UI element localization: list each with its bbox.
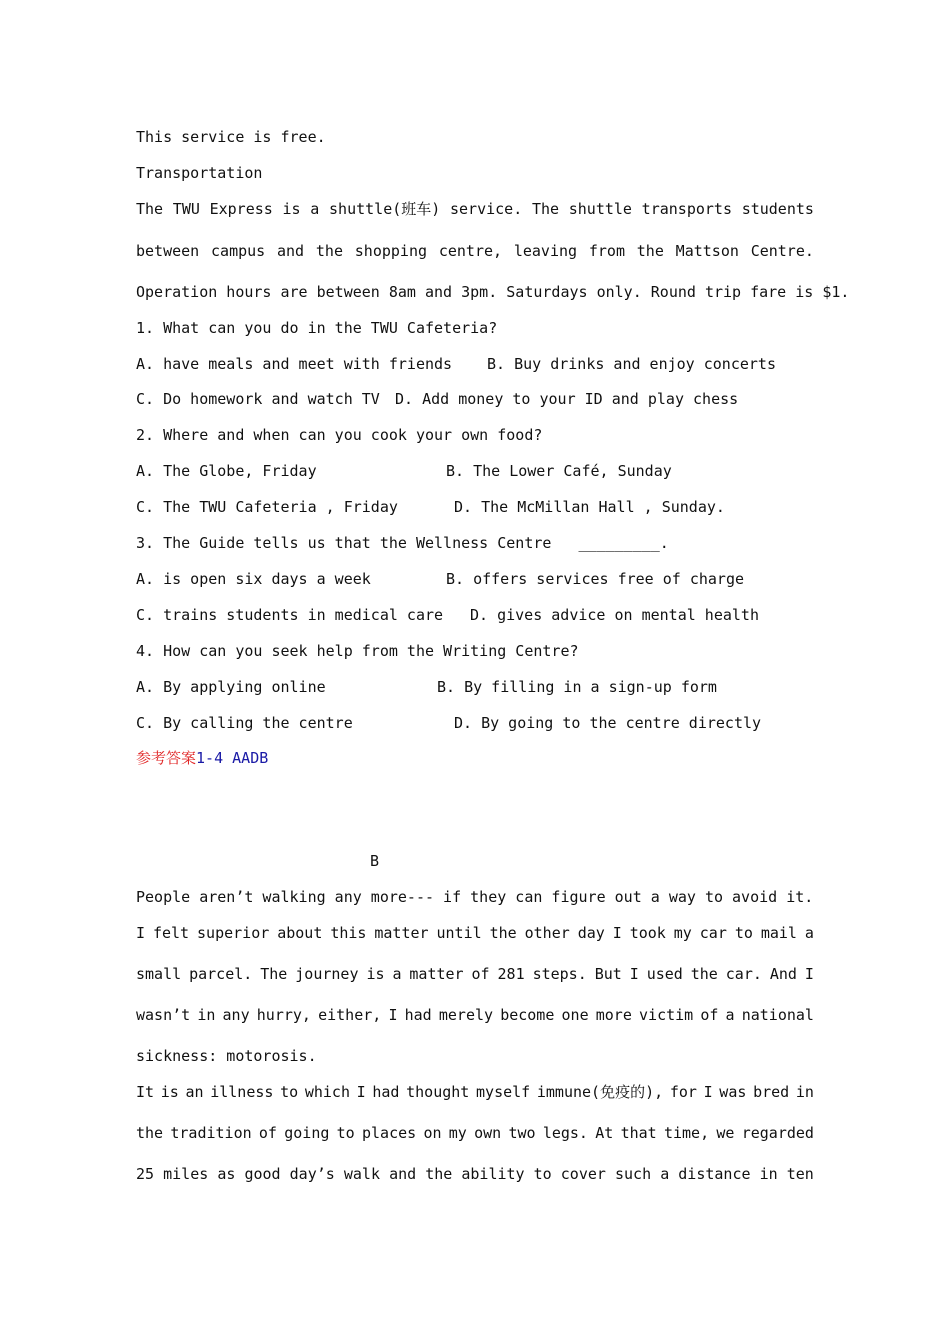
section-b-heading: B	[370, 852, 380, 870]
passage-b-line-7	[136, 1126, 814, 1141]
service-free-line: This service is free.	[136, 128, 326, 146]
word: a	[392, 965, 402, 983]
word: to	[280, 1083, 299, 1101]
word: centre,	[438, 242, 503, 260]
word: in	[197, 1006, 216, 1024]
word: superior	[197, 924, 270, 942]
word: steps.	[532, 965, 587, 983]
word: between	[136, 242, 200, 260]
word: shuttle(班车)	[329, 200, 441, 218]
word: shopping	[354, 242, 428, 260]
word: The	[531, 200, 560, 218]
word: I	[356, 1083, 366, 1101]
question-4-option-a: A. By applying online	[136, 678, 326, 696]
word: shuttle	[568, 200, 632, 218]
question-1-option-a: A. have meals and meet with friends	[136, 355, 453, 373]
word: took	[629, 924, 666, 942]
word: immune(免疫的),	[536, 1083, 664, 1101]
word: own	[474, 1124, 502, 1142]
transportation-heading: Transportation	[136, 164, 263, 182]
word: day	[577, 924, 605, 942]
word: It	[136, 1083, 155, 1101]
word: small	[136, 965, 182, 983]
word: and	[389, 1165, 417, 1183]
word: The	[136, 200, 164, 218]
word: for	[669, 1083, 697, 1101]
word: But	[594, 965, 622, 983]
answer-key-value: 1-4 AADB	[196, 749, 269, 767]
word: we	[716, 1124, 735, 1142]
question-2-option-d: D. The McMillan Hall , Sunday.	[454, 498, 725, 516]
word: the	[690, 965, 718, 983]
word: two	[508, 1124, 536, 1142]
word: illness	[210, 1083, 274, 1101]
question-3-option-b: B. offers services free of charge	[446, 570, 745, 588]
question-3-option-c: C. trains students in medical care	[136, 606, 444, 624]
word: that	[620, 1124, 657, 1142]
word: students	[741, 200, 814, 218]
word: ten	[786, 1165, 814, 1183]
transport-para-line-1	[136, 202, 814, 217]
word: The	[260, 965, 288, 983]
word: a	[660, 1165, 670, 1183]
word: And	[769, 965, 797, 983]
word: Centre.	[750, 242, 814, 260]
word: used	[646, 965, 683, 983]
word: in	[759, 1165, 778, 1183]
word: 281	[497, 965, 525, 983]
passage-b-line-8	[136, 1167, 814, 1182]
word: day’s	[289, 1165, 335, 1183]
word: the	[489, 924, 517, 942]
word: which	[304, 1083, 350, 1101]
word: transports	[641, 200, 732, 218]
word: is	[282, 200, 301, 218]
word: from	[588, 242, 625, 260]
word: mail	[760, 924, 797, 942]
passage-b-line-2	[136, 926, 814, 941]
answer-key-label: 参考答案	[136, 749, 197, 767]
word: one	[561, 1006, 589, 1024]
passage-b-line-1: People aren’t walking any more--- if they can figure out a way to avoid it.	[136, 888, 814, 906]
word: to	[533, 1165, 552, 1183]
word: and	[277, 242, 305, 260]
word: other	[524, 924, 570, 942]
word: service.	[450, 200, 523, 218]
answer-key	[136, 751, 268, 766]
word: car.	[725, 965, 762, 983]
word: such	[615, 1165, 652, 1183]
word: parcel.	[189, 965, 253, 983]
word: TWU	[172, 200, 200, 218]
word: until	[436, 924, 482, 942]
word: At	[595, 1124, 614, 1142]
word: good	[244, 1165, 281, 1183]
question-1-option-c: C. Do homework and watch TV	[136, 390, 380, 408]
word: Express	[209, 200, 273, 218]
question-3-option-a: A. is open six days a week	[136, 570, 371, 588]
question-3-option-d: D. gives advice on mental health	[470, 606, 759, 624]
word: merely	[438, 1006, 494, 1024]
word: of	[471, 965, 490, 983]
word: I	[388, 1006, 398, 1024]
passage-b-line-3	[136, 967, 814, 982]
question-2-stem: 2. Where and when can you cook your own food?	[136, 426, 543, 444]
question-3-stem: 3. The Guide tells us that the Wellness Centre _________.	[136, 534, 669, 552]
question-4-option-c: C. By calling the centre	[136, 714, 353, 732]
word: time,	[663, 1124, 710, 1142]
word: places	[361, 1124, 417, 1142]
word: is	[366, 965, 385, 983]
word: this	[330, 924, 367, 942]
word: is	[160, 1083, 179, 1101]
word: I	[703, 1083, 713, 1101]
word: of	[258, 1124, 277, 1142]
word: journey	[295, 965, 359, 983]
word: bred	[753, 1083, 790, 1101]
word: myself	[476, 1083, 531, 1101]
word: the	[425, 1165, 453, 1183]
passage-b-line-6	[136, 1085, 814, 1100]
word: an	[185, 1083, 204, 1101]
word: thought	[406, 1083, 470, 1101]
word: had	[372, 1083, 400, 1101]
transport-para-line-3: Operation hours are between 8am and 3pm. Saturdays only. Round trip fare is $1.	[136, 283, 850, 301]
word: my	[673, 924, 692, 942]
word: the	[636, 242, 664, 260]
word: had	[404, 1006, 432, 1024]
word: either,	[318, 1006, 382, 1024]
word: the	[315, 242, 343, 260]
word: the	[136, 1124, 164, 1142]
question-1-stem: 1. What can you do in the TWU Cafeteria?	[136, 319, 498, 337]
question-1-option-d: D. Add money to your ID and play chess	[395, 390, 739, 408]
word: regarded	[741, 1124, 814, 1142]
question-4-stem: 4. How can you seek help from the Writing Centre?	[136, 642, 579, 660]
word: leaving	[513, 242, 578, 260]
word: in	[795, 1083, 814, 1101]
word: more	[595, 1006, 632, 1024]
word: ability	[461, 1165, 525, 1183]
word: I	[804, 965, 814, 983]
word: tradition	[170, 1124, 252, 1142]
word: a	[310, 200, 320, 218]
word: on	[423, 1124, 442, 1142]
word: was	[719, 1083, 747, 1101]
word: victim	[639, 1006, 694, 1024]
word: hurry,	[256, 1006, 311, 1024]
word: to	[734, 924, 753, 942]
word: national	[741, 1006, 814, 1024]
question-4-option-b: B. By filling in a sign-up form	[437, 678, 717, 696]
word: Mattson	[675, 242, 739, 260]
word: felt	[152, 924, 190, 942]
question-2-option-b: B. The Lower Café, Sunday	[446, 462, 672, 480]
word: about	[277, 924, 323, 942]
word: car	[699, 924, 727, 942]
question-2-option-a: A. The Globe, Friday	[136, 462, 317, 480]
word: a	[804, 924, 814, 942]
word: 25	[136, 1165, 155, 1183]
question-2-option-c: C. The TWU Cafeteria , Friday	[136, 498, 398, 516]
word: going	[284, 1124, 330, 1142]
transport-para-line-2	[136, 244, 814, 259]
word: a	[725, 1006, 735, 1024]
question-1-option-b: B. Buy drinks and enjoy concerts	[487, 355, 776, 373]
word: I	[612, 924, 622, 942]
word: become	[500, 1006, 555, 1024]
word: miles	[163, 1165, 209, 1183]
word: my	[448, 1124, 467, 1142]
word: campus	[211, 242, 266, 260]
word: matter	[374, 924, 429, 942]
word: of	[700, 1006, 719, 1024]
word: I	[136, 924, 146, 942]
word: any	[222, 1006, 250, 1024]
word: wasn’t	[136, 1006, 191, 1024]
word: walk	[343, 1165, 380, 1183]
word: as	[217, 1165, 236, 1183]
word: I	[629, 965, 639, 983]
word: to	[336, 1124, 355, 1142]
word: matter	[409, 965, 464, 983]
word: distance	[678, 1165, 751, 1183]
passage-b-line-4	[136, 1008, 814, 1023]
word: legs.	[542, 1124, 588, 1142]
question-4-option-d: D. By going to the centre directly	[454, 714, 762, 732]
word: cover	[560, 1165, 606, 1183]
passage-b-line-5: sickness: motorosis.	[136, 1047, 317, 1065]
